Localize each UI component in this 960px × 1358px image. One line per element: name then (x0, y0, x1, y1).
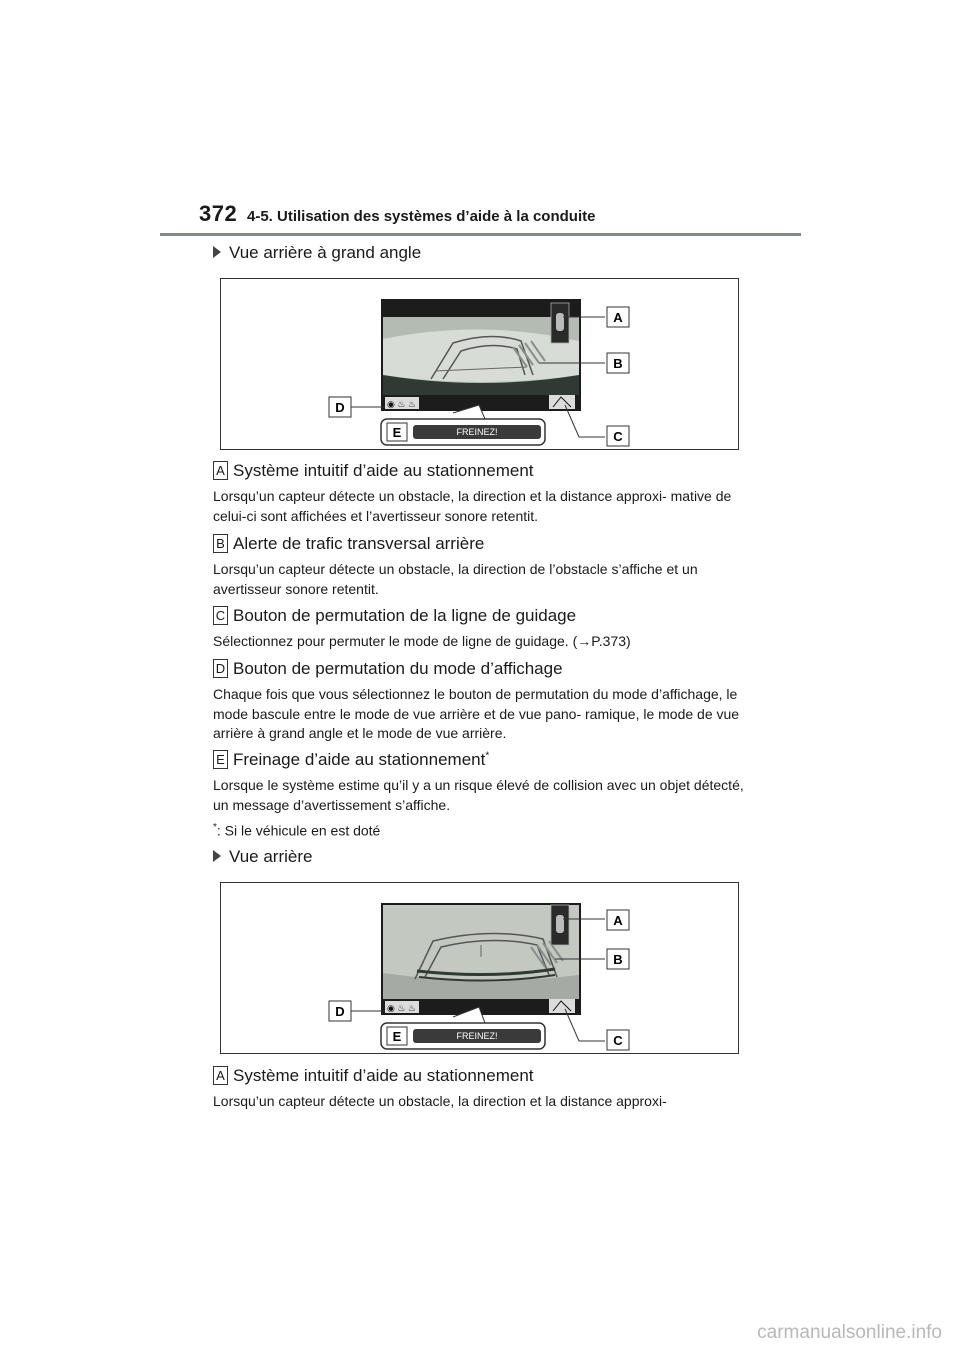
item-heading-c (213, 606, 576, 626)
item-title: Système intuitif d’aide au stationnement (233, 1066, 534, 1085)
page-number: 372 (199, 201, 238, 226)
header-rule (160, 233, 801, 236)
item-letter: E (213, 750, 228, 769)
item-body-d: Chaque fois que vous sélectionnez le bouton de permutation du mode d’affichage, le mode bascule entre le mode de vue arrière et de vue pano- ramique, le mode de vue arrière à grand angle et le mode de vue arrière. (213, 686, 740, 741)
chapter-title: 4-5. Utilisation des systèmes d’aide à la conduite (247, 208, 596, 225)
figure-wide-angle-view (220, 278, 739, 450)
rear-camera-screen-illustration (221, 883, 738, 1053)
section-bullet-wide-angle (213, 243, 421, 263)
item-letter: A (213, 461, 228, 480)
bullet-label: Vue arrière (229, 847, 313, 866)
item-body-b: Lorsqu’un capteur détecte un obstacle, la direction de l’obstacle s’affiche et un avertisseur sonore retentit. (213, 561, 698, 597)
item-heading-e (213, 750, 489, 770)
item-body-c: Sélectionnez pour permuter le mode de ligne de guidage. (→P.373) (213, 633, 631, 649)
item-body-e: Lorsque le système estime qu’il y a un risque élevé de collision avec un objet détecté, un message d’avertissement s’affiche. (213, 777, 744, 813)
triangle-bullet-icon (213, 246, 221, 258)
item-heading-a (213, 461, 534, 481)
fig-label-c: C (613, 429, 623, 444)
triangle-bullet-icon (213, 850, 221, 862)
fig-label-e: E (392, 1029, 402, 1044)
fig-label-b: B (613, 356, 623, 371)
footnote-text: : Si le véhicule en est doté (216, 822, 381, 839)
brake-warning-message: FREINEZ! (456, 1031, 498, 1041)
fig-label-c: C (613, 1033, 623, 1048)
item-heading-d (213, 659, 563, 679)
item-letter: D (213, 659, 228, 678)
watermark: carmanualsonline.info (757, 1322, 942, 1343)
fig-label-b: B (613, 952, 623, 967)
svg-text:◉ ♨ ♨: ◉ ♨ ♨ (387, 1003, 416, 1013)
brake-warning-message: FREINEZ! (456, 427, 498, 437)
item-body-a: Lorsqu’un capteur détecte un obstacle, la direction et la distance approxi- mative de celui-ci sont affichées et l’avertisseur sonore retentit. (213, 488, 732, 524)
item-title: Alerte de trafic transversal arrière (233, 534, 485, 553)
item-title: Système intuitif d’aide au stationnement (233, 461, 534, 480)
fig-label-e: E (392, 425, 402, 440)
bullet-label: Vue arrière à grand angle (229, 243, 422, 262)
footnote-star: * (213, 822, 217, 833)
item-title: Bouton de permutation du mode d’affichage (233, 659, 563, 678)
rear-camera-screen-illustration (221, 279, 738, 449)
footnote (213, 818, 753, 841)
item-letter: C (213, 606, 228, 625)
svg-text:◉ ♨ ♨: ◉ ♨ ♨ (387, 399, 416, 409)
item-title: Bouton de permutation de la ligne de guidage (233, 606, 577, 625)
section-bullet-rear-view (213, 847, 312, 867)
fig-label-d: D (335, 400, 345, 415)
item-letter: A (213, 1066, 228, 1085)
fig-label-a: A (613, 310, 623, 325)
item-heading-a-rear (213, 1066, 534, 1086)
figure-rear-view (220, 882, 739, 1054)
fig-label-a: A (613, 913, 623, 928)
fig-label-d: D (335, 1004, 345, 1019)
item-body-a-rear: Lorsqu’un capteur détecte un obstacle, la direction et la distance approxi- (213, 1093, 667, 1109)
item-title: Freinage d’aide au stationnement (233, 750, 486, 769)
item-heading-b (213, 534, 484, 554)
item-letter: B (213, 534, 228, 553)
footnote-marker: * (485, 750, 490, 762)
